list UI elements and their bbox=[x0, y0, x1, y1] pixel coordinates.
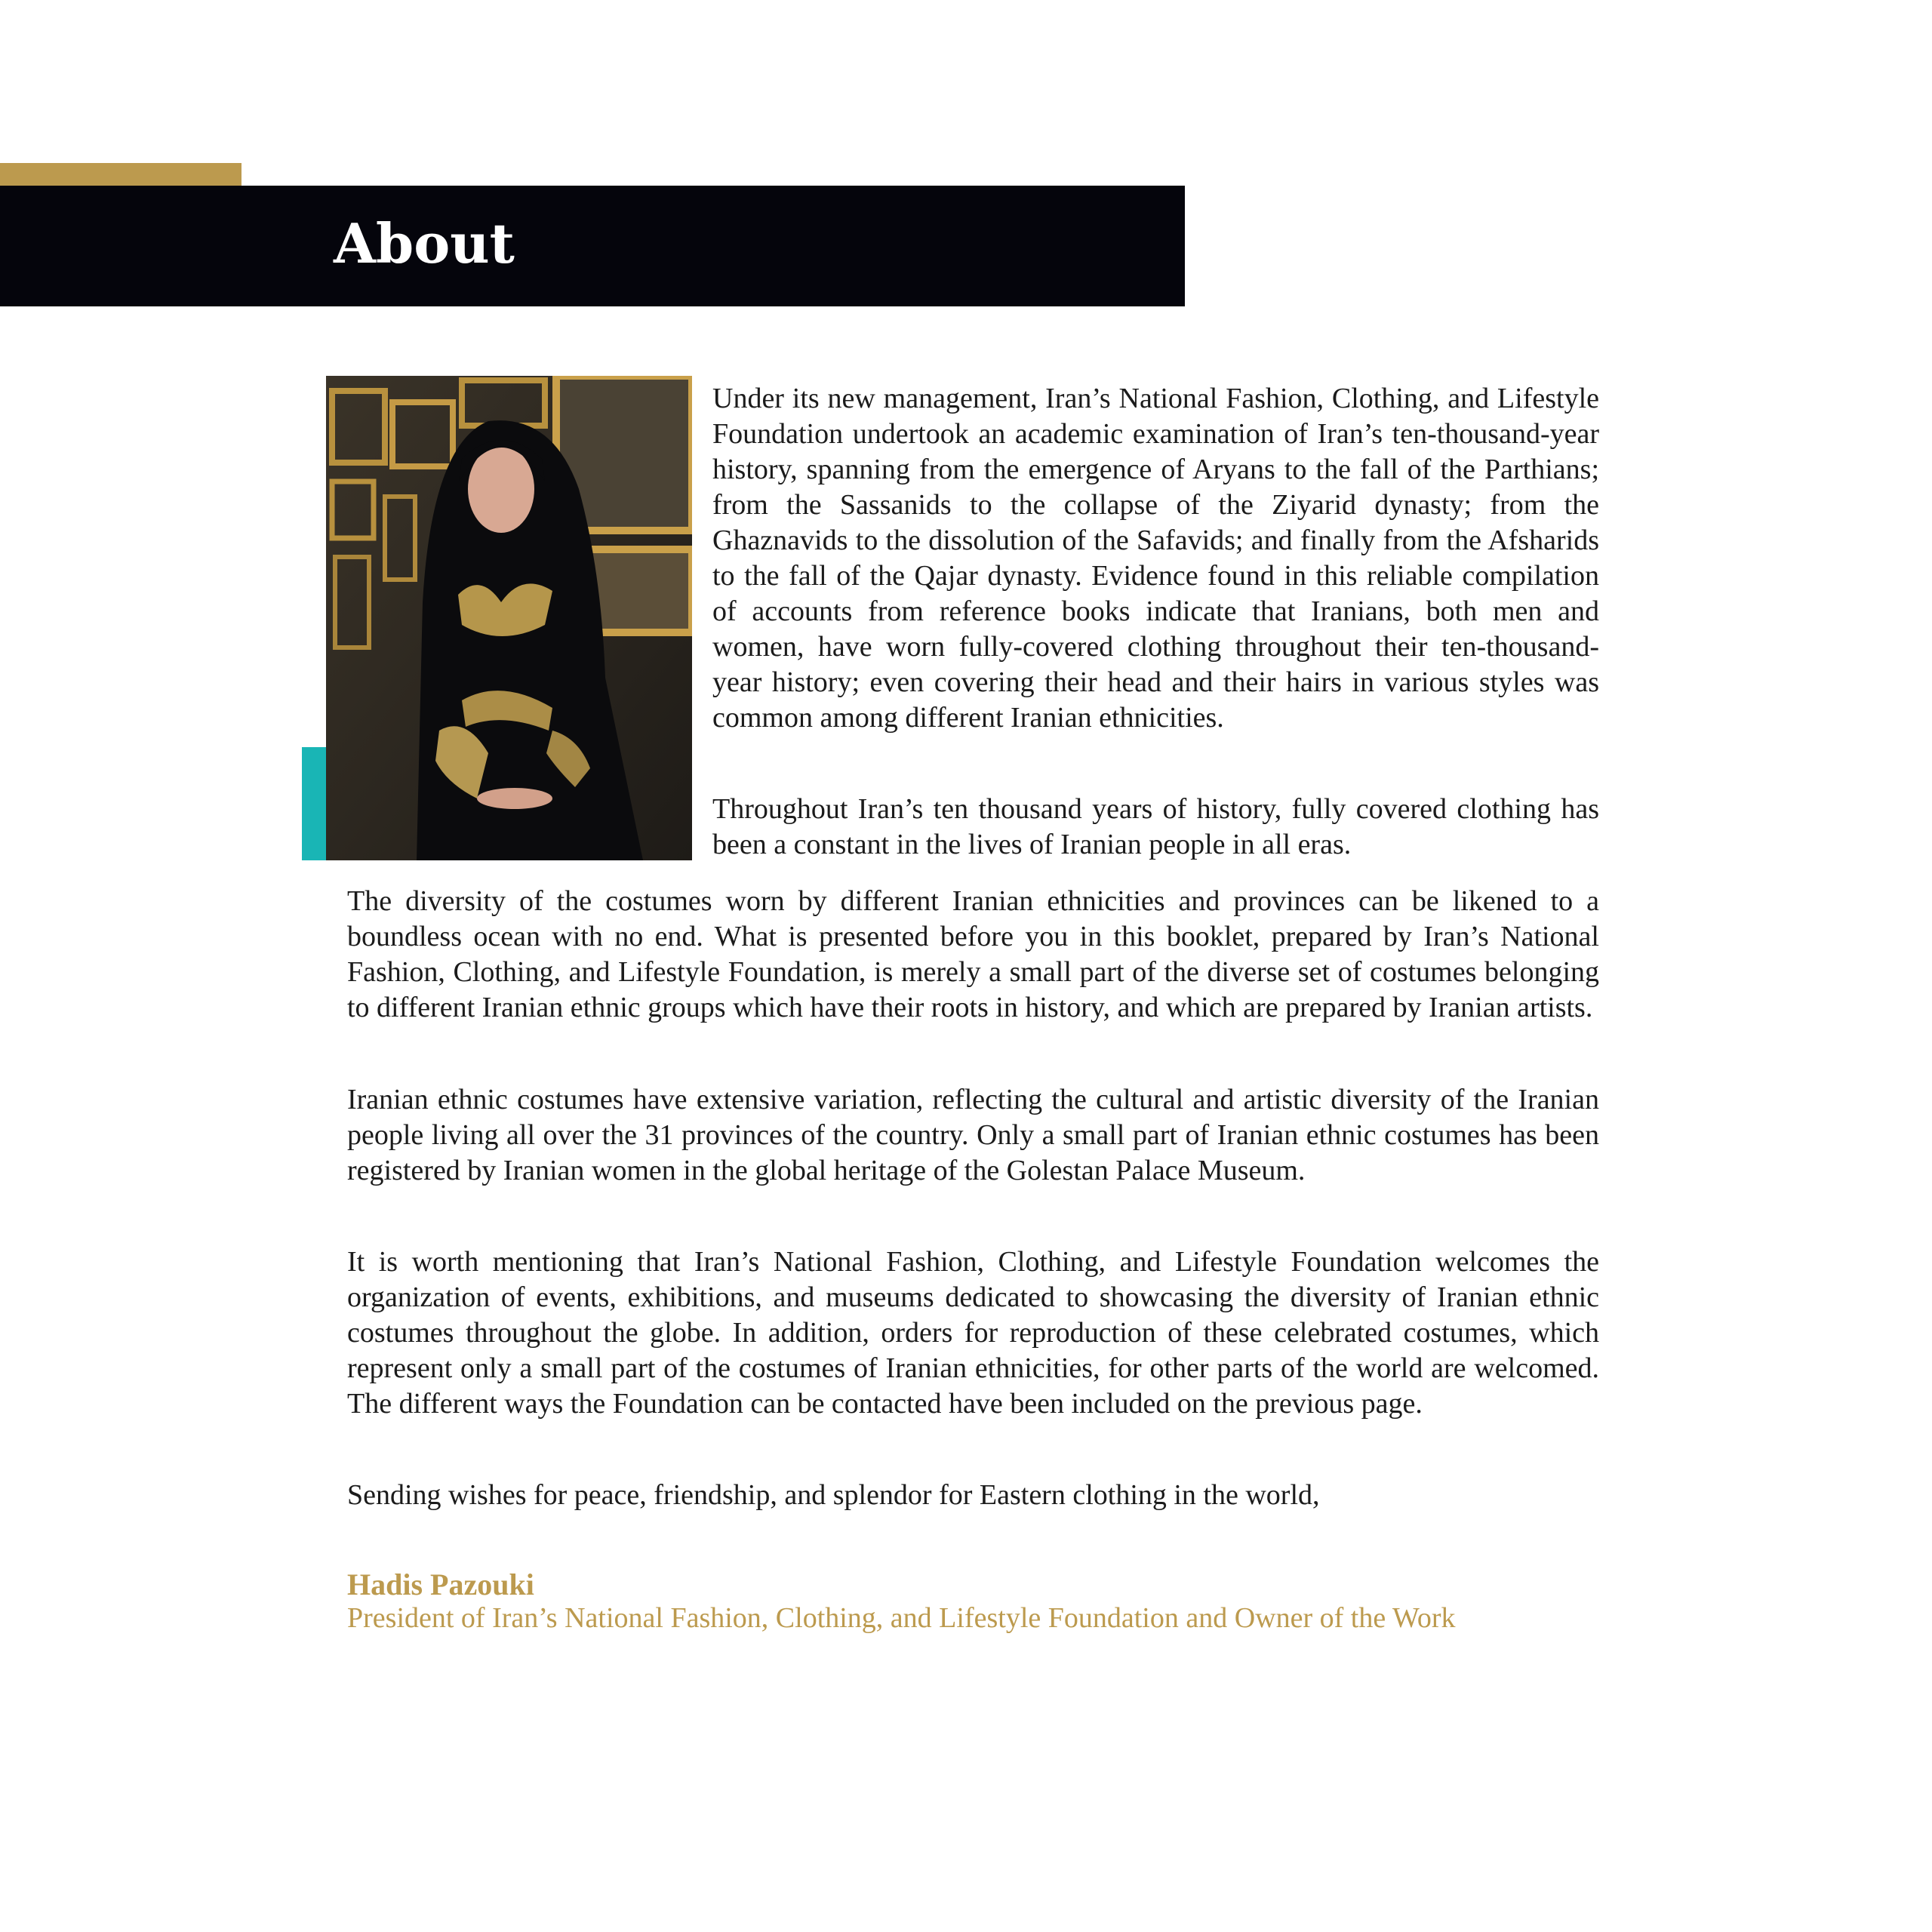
signature-name: Hadis Pazouki bbox=[347, 1567, 534, 1601]
paragraph-welcome: It is worth mentioning that Iran’s National Fashion, Clothing, and Lifestyle Foundation welcomes the organization of events, exhibitions, and museums dedicated to showcasing the diversity of Iranian ethnic costumes throughout the globe. In addition, orders for reproduction of these celebrated costumes, which represent only a small part of the costumes of Iranian ethnicities, for other parts of the world are welcomed. The different ways the Foundation can be contacted have been included on the previous page. bbox=[347, 1246, 1599, 1420]
teal-accent-bar bbox=[302, 747, 327, 860]
page-title: About bbox=[334, 211, 515, 275]
gold-accent-bar bbox=[0, 163, 242, 186]
portrait-photo bbox=[326, 376, 692, 860]
signature-title: President of Iran’s National Fashion, Clothing, and Lifestyle Foundation and Owner of the Work bbox=[347, 1602, 1456, 1634]
paragraph-history: Under its new management, Iran’s National Fashion, Clothing, and Lifestyle Foundation undertook an academic examination of Iran’s ten-thousand-year history, spanning from the emergence of Aryans to the fall of the Parthians; from the Sassanids to the collapse of the Ziyarid dynasty; from the Ghaznavids to the dissolution of the Safavids; and finally from the Afsharids to the fall of the Qajar dynasty. Evidence found in this reliable compilation of accounts from reference books indicate that Iranians, both men and women, have worn fully-covered clothing throughout their ten-thousand-year history; even covering their head and their hairs in various styles was common among different Iranian ethnicities. bbox=[712, 383, 1599, 734]
paragraph-covered-clothing: Throughout Iran’s ten thousand years of history, fully covered clothing has been a constant in the lives of Iranian people in all eras. bbox=[712, 793, 1599, 860]
portrait-photo-icon bbox=[326, 376, 692, 860]
paragraph-diversity: The diversity of the costumes worn by different Iranian ethnicities and provinces can be likened to a boundless ocean with no end. What is presented before you in this booklet, prepared by Iran’s National Fashion, Clothing, and Lifestyle Foundation, is merely a small part of the diverse set of costumes belonging to different Iranian ethnic groups which have their roots in history, and which are prepared by Iranian artists. bbox=[347, 885, 1599, 1023]
paragraph-variation: Iranian ethnic costumes have extensive variation, reflecting the cultural and artistic diversity of the Iranian people living all over the 31 provinces of the country. Only a small part of Iranian ethnic costumes has been registered by Iranian women in the global heritage of the Golestan Palace Museum. bbox=[347, 1084, 1599, 1186]
header-band bbox=[0, 186, 1185, 306]
paragraph-closing: Sending wishes for peace, friendship, and splendor for Eastern clothing in the world, bbox=[347, 1479, 1320, 1511]
